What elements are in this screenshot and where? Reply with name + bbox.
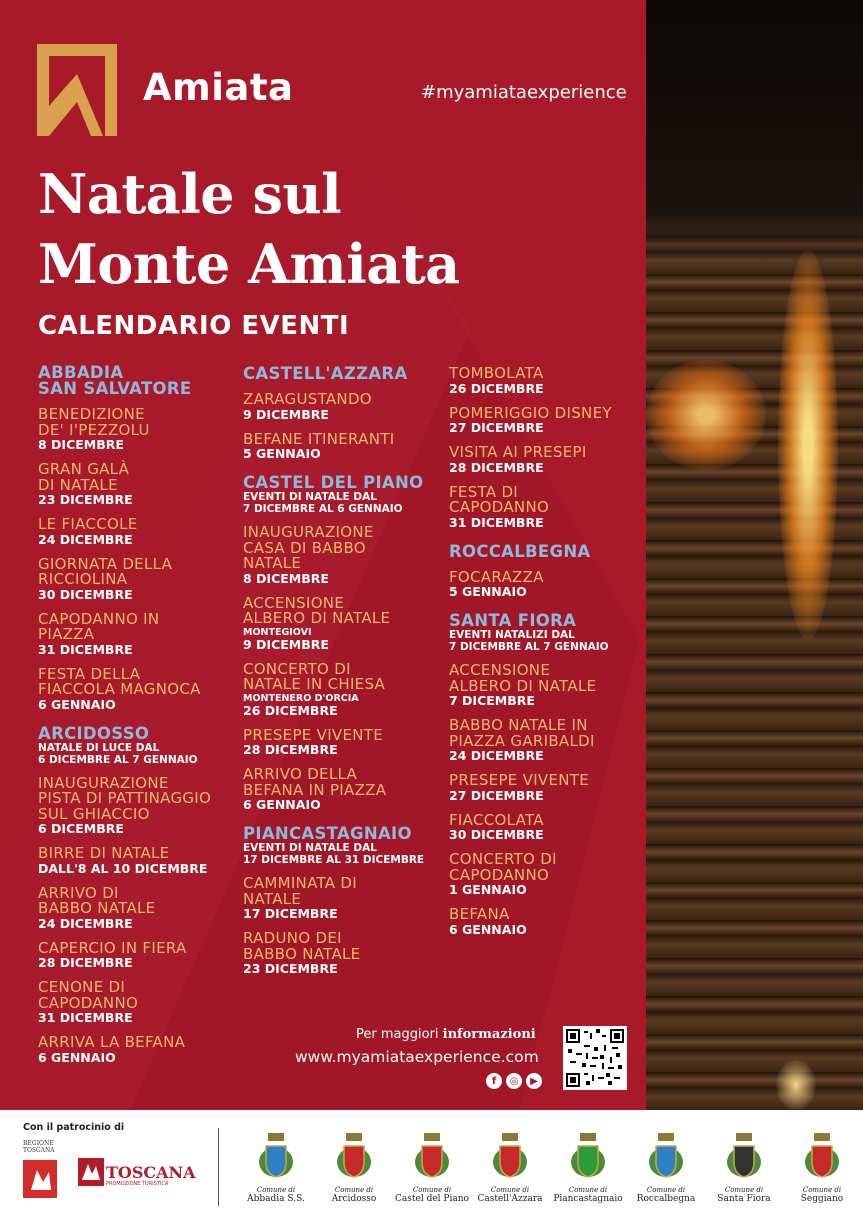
event-location: MONTEGIOVI (243, 626, 312, 638)
town-group (38, 723, 248, 1065)
event-date: 6 GENNAIO (38, 1049, 116, 1065)
subtitle: CALENDARIO EVENTI (38, 311, 350, 341)
footer (0, 1110, 863, 1220)
comune-name: Abbadia S.S. (247, 1194, 305, 1204)
event-name: PRESEPE VIVENTE (449, 771, 590, 789)
town-period: 7 DICEMBRE AL 6 GENNAIO (243, 503, 403, 515)
event-name: CONCERTO DI NATALE IN CHIESA (243, 659, 386, 693)
event-item (449, 852, 659, 897)
event-item (38, 664, 248, 712)
event-name: ACCENSIONE ALBERO DI NATALE (449, 661, 597, 695)
toscana-promozione-logo-icon (78, 1158, 104, 1186)
event-date: 9 DICEMBRE (243, 636, 329, 652)
event-item (38, 517, 248, 547)
comune-name: Santa Fiora (717, 1194, 771, 1204)
event-item (449, 403, 659, 436)
event-item (38, 407, 248, 452)
town-period: EVENTI DI NATALE DAL (243, 842, 377, 854)
event-item (243, 525, 453, 586)
town-group (243, 475, 453, 812)
event-name: BIRRE DI NATALE (38, 844, 170, 862)
event-name: ZARAGUSTANDO (243, 390, 372, 408)
comune-5 (626, 1132, 706, 1204)
event-item (243, 429, 453, 462)
event-item (38, 846, 248, 876)
event-name: CAPODANNO IN PIAZZA (38, 609, 160, 643)
comune-label: Comune di (256, 1186, 296, 1194)
comune-name: Seggiano (800, 1194, 844, 1204)
town-name: ROCCALBEGNA (449, 541, 591, 561)
comune-crest-icon (647, 1132, 685, 1182)
event-date: 28 DICEMBRE (38, 955, 133, 970)
event-name: BABBO NATALE IN PIAZZA GARIBALDI (449, 716, 595, 750)
event-name: POMERIGGIO DISNEY (449, 403, 612, 422)
comune-7 (782, 1132, 862, 1204)
comune-label: Comune di (568, 1186, 608, 1194)
toscana-brand: TOSCANA (106, 1163, 196, 1182)
comune-name: Castel del Piano (395, 1194, 469, 1204)
event-date: 6 GENNAIO (449, 921, 527, 937)
event-item (449, 773, 659, 803)
title-line-2: Monte Amiata (38, 232, 460, 296)
event-item (38, 554, 248, 602)
event-item (449, 482, 659, 530)
town-name: SANTA FIORA (449, 611, 577, 630)
event-name: TOMBOLATA (449, 364, 544, 382)
event-date: 30 DICEMBRE (38, 586, 133, 602)
patronage-label: Con il patrocinio di (23, 1122, 125, 1133)
comune-3 (470, 1132, 550, 1204)
town-group (38, 365, 248, 712)
event-name: INAUGURAZIONE CASA DI BABBO NATALE (243, 523, 374, 572)
event-name: INAUGURAZIONE PISTA DI PATTINAGGIO SUL GHIACCIO (38, 773, 212, 823)
events-column-2 (243, 366, 453, 990)
event-date: 17 DICEMBRE (243, 906, 338, 921)
town-period: EVENTI NATALIZI DAL (449, 629, 575, 641)
town-group (243, 366, 453, 461)
event-name: CONCERTO DI CAPODANNO (449, 850, 557, 884)
event-item (38, 938, 248, 971)
footer-divider (218, 1128, 219, 1206)
event-name: GIORNATA DELLA RICCIOLINA (38, 554, 173, 588)
comune-crest-icon (569, 1132, 607, 1182)
event-date: 5 GENNAIO (243, 446, 321, 461)
event-date: 24 DICEMBRE (449, 748, 544, 763)
town-period: NATALE DI LUCE DAL (38, 741, 160, 754)
town-name: PIANCASTAGNAIO (243, 824, 412, 843)
town-group (449, 613, 659, 937)
event-date: 5 GENNAIO (449, 584, 527, 599)
event-name: FIACCOLATA (449, 810, 544, 829)
comune-1 (314, 1132, 394, 1204)
event-item (243, 767, 453, 812)
event-item (449, 366, 659, 396)
comune-crest-icon (491, 1132, 529, 1182)
event-item (38, 462, 248, 507)
comune-label: Comune di (802, 1186, 842, 1194)
event-item (449, 718, 659, 763)
event-name: CAPERCIO IN FIERA (38, 938, 187, 957)
town-name: CASTELL'AZZARA (243, 364, 408, 383)
town-name: ABBADIA (38, 363, 124, 382)
town-group (243, 826, 453, 976)
more-info-text: Per maggiori informazioni (356, 1027, 536, 1042)
event-item (243, 931, 453, 976)
event-item (449, 907, 659, 937)
event-item (449, 663, 659, 708)
event-date: 27 DICEMBRE (449, 420, 544, 435)
comune-0 (236, 1132, 316, 1204)
events-column-1 (38, 365, 248, 1079)
toscana-sub: PROMOZIONE TURISTICA (106, 1181, 169, 1187)
event-date: 8 DICEMBRE (38, 437, 124, 452)
event-date: 9 DICEMBRE (243, 406, 329, 422)
comune-label: Comune di (412, 1186, 452, 1194)
event-item (38, 980, 248, 1025)
brand-name: Amiata (143, 66, 294, 109)
event-item (38, 883, 248, 931)
town-period: 17 DICEMBRE AL 31 DICEMBRE (243, 854, 425, 866)
event-date: 24 DICEMBRE (38, 915, 133, 931)
comune-label: Comune di (490, 1186, 530, 1194)
event-name: ARRIVO DELLA BEFANA IN PIAZZA (243, 765, 387, 799)
hashtag: #myamiataexperience (421, 82, 627, 103)
comune-name: Roccalbegna (636, 1194, 696, 1204)
facebook-icon[interactable]: f (486, 1073, 502, 1089)
town-name: CASTEL DEL PIANO (243, 473, 424, 492)
event-item (38, 609, 248, 657)
event-name: BEFANA (449, 905, 510, 923)
town-group (449, 366, 659, 530)
website-link[interactable]: www.myamiataexperience.com (295, 1048, 539, 1066)
event-name: CAMMINATA DI NATALE (243, 874, 357, 908)
event-item (38, 773, 248, 837)
event-date: DALL'8 AL 10 DICEMBRE (38, 860, 208, 876)
event-date: 28 DICEMBRE (243, 742, 338, 757)
comune-label: Comune di (724, 1186, 764, 1194)
event-date: 24 DICEMBRE (38, 531, 133, 547)
regione-toscana-logo-icon (23, 1140, 59, 1202)
town-name: ARCIDOSSO (38, 723, 150, 743)
comune-crest-icon (725, 1132, 763, 1182)
title-line-1: Natale sul (38, 162, 342, 226)
event-name: BENEDIZIONE DE' I'PEZZOLU (38, 405, 150, 439)
event-name: CENONE DI CAPODANNO (38, 978, 139, 1012)
youtube-icon[interactable]: ▶ (526, 1073, 542, 1089)
event-item (243, 725, 453, 758)
event-date: 26 DICEMBRE (243, 702, 338, 718)
event-item (449, 810, 659, 843)
event-name: FOCARAZZA (449, 567, 544, 586)
town-period: EVENTI DI NATALE DAL (243, 491, 377, 503)
event-date: 23 DICEMBRE (38, 492, 133, 507)
regione-toscana-label: REGIONE TOSCANA (23, 1140, 55, 1154)
event-name: FESTA DELLA FIACCOLA MAGNOCA (38, 664, 201, 698)
event-date: 26 DICEMBRE (449, 380, 544, 396)
event-date: 1 GENNAIO (449, 882, 527, 897)
town-period: 6 DICEMBRE AL 7 GENNAIO (38, 753, 198, 766)
event-name: PRESEPE VIVENTE (243, 725, 384, 744)
event-name: ACCENSIONE ALBERO DI NATALE (243, 593, 391, 627)
event-name: LE FIACCOLE (38, 515, 138, 533)
event-item (449, 567, 659, 600)
event-location: MONTENERO D'ORCIA (243, 692, 359, 704)
event-date: 28 DICEMBRE (449, 459, 544, 475)
event-name: GRAN GALÀ DI NATALE (38, 460, 130, 494)
event-date: 7 DICEMBRE (449, 693, 535, 708)
town-period: 7 DICEMBRE AL 7 GENNAIO (449, 641, 609, 653)
town-name: SAN SALVATORE (38, 379, 192, 398)
comune-crest-icon (335, 1132, 373, 1182)
social-icons (486, 1073, 542, 1089)
event-date: 31 DICEMBRE (38, 641, 133, 657)
event-date: 27 DICEMBRE (449, 787, 544, 803)
comune-crest-icon (803, 1132, 841, 1182)
comune-name: Arcidosso (331, 1194, 377, 1204)
event-date: 23 DICEMBRE (243, 961, 338, 976)
event-name: ARRIVA LA BEFANA (38, 1033, 186, 1051)
event-date: 30 DICEMBRE (449, 827, 544, 842)
amiata-logo-icon (37, 44, 117, 136)
qr-code[interactable] (563, 1026, 627, 1090)
event-item (38, 1035, 248, 1065)
event-name: BEFANE ITINERANTI (243, 429, 395, 448)
events-column-3 (449, 366, 659, 951)
event-date: 6 DICEMBRE (38, 821, 124, 836)
event-name: VISITA AI PRESEPI (449, 443, 587, 461)
event-name: RADUNO DEI BABBO NATALE (243, 929, 361, 963)
comune-label: Comune di (646, 1186, 686, 1194)
event-item (243, 392, 453, 422)
comune-label: Comune di (334, 1186, 374, 1194)
event-item (243, 659, 453, 718)
event-item (449, 445, 659, 475)
event-item (243, 593, 453, 652)
event-date: 31 DICEMBRE (449, 514, 544, 530)
town-group (449, 541, 659, 600)
event-date: 6 GENNAIO (243, 797, 321, 812)
event-name: ARRIVO DI BABBO NATALE (38, 883, 156, 917)
comune-2 (392, 1132, 472, 1204)
comune-6 (704, 1132, 784, 1204)
event-date: 6 GENNAIO (38, 696, 116, 712)
event-date: 31 DICEMBRE (38, 1010, 133, 1025)
comune-name: Piancastagnaio (553, 1194, 623, 1204)
comune-4 (548, 1132, 628, 1204)
comune-name: Castell'Azzara (477, 1194, 543, 1204)
event-date: 8 DICEMBRE (243, 570, 329, 586)
bonfire-photo (646, 0, 863, 1110)
instagram-icon[interactable]: ◎ (506, 1073, 522, 1089)
comune-crest-icon (257, 1132, 295, 1182)
comune-crest-icon (413, 1132, 451, 1182)
event-item (243, 876, 453, 921)
event-name: FESTA DI CAPODANNO (449, 482, 550, 516)
